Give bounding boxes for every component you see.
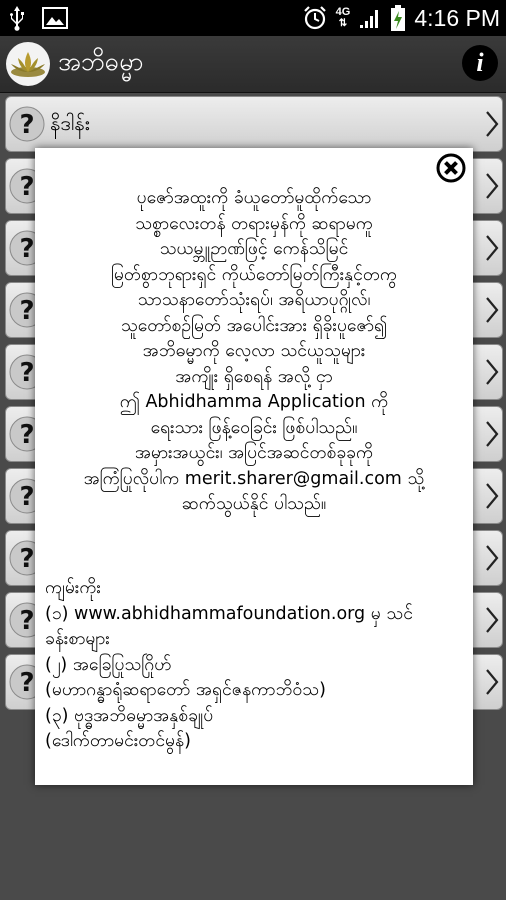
reference-line: (ဒေါက်တာမင်းတင်မွန်) (45, 731, 191, 751)
dialog-line: သစ္စာလေးတန် တရားမှန်ကို ဆရာမကူ (135, 213, 373, 234)
svg-text:?: ? (19, 544, 35, 574)
dialog-line: အကျိုး ရှိစေရန် အလို့ ငှာ (175, 366, 333, 387)
svg-text:?: ? (19, 482, 35, 512)
dialog-line: သယမ္ဘူဉာဏ်ဖြင့် ကေန်သိမြင် (159, 239, 349, 259)
about-dialog (35, 148, 473, 785)
svg-text:?: ? (19, 172, 35, 202)
references-heading: ကျမ်းကိုး (45, 578, 101, 598)
svg-text:?: ? (19, 358, 35, 388)
reference-line: (မဟာဂန္ဓာရုံဆရာတော် အရှင်ဇနကာဘိဝံသ) (45, 680, 326, 700)
app-title: အဘိဓမ္မာ (58, 47, 144, 76)
dialog-line: ဆက်သွယ်နိုင် ပါသည်။ (181, 494, 327, 514)
list-item-label: နိဒါန်း (50, 111, 90, 135)
svg-text:?: ? (19, 668, 35, 698)
dialog-line: ဤ Abhidhamma Application ကို (119, 392, 389, 412)
network-type-indicator: 4G ⇅ (335, 6, 351, 29)
clock: 4:16 PM (414, 4, 500, 31)
svg-text:?: ? (19, 420, 35, 450)
dialog-line: အမှားအယွင်း၊ အပြင်အဆင်တစ်ခုခုကို (134, 443, 374, 463)
reference-line: (၃) ဗုဒ္ဓအဘိဓမ္မာအနှစ်ချုပ် (45, 705, 214, 726)
svg-text:?: ? (19, 234, 35, 264)
references-list (45, 576, 463, 755)
dialog-line: ပုဇော်အထူးကို ခံယူတော်မူထိုက်သော (136, 188, 372, 208)
svg-text:?: ? (19, 110, 35, 140)
dialog-line: အကြံပြုလိုပါက merit.sharer@gmail.com သို့ (83, 468, 425, 489)
dialog-line: သာသနာတော်သုံးရပ်၊ အရိယာပုဂ္ဂိုလ်၊ (137, 290, 371, 310)
dialog-line: သူတော်စဉ်မြတ် အပေါင်းအား ရှိခိုးပူဇော်၍ (120, 315, 388, 336)
dialog-line: မြတ်စွာဘုရားရှင် ကိုယ်တော်မြတ်ကြီးနှင့်တကွ (110, 264, 398, 285)
info-button[interactable]: i (462, 45, 498, 81)
dialog-line: ရေးသား ဖြန့်ဝေခြင်း ဖြစ်ပါသည်။ (150, 417, 358, 438)
reference-line: (၁) www.abhidhammafoundation.org မှ သင် (45, 603, 413, 624)
dialog-message (45, 186, 463, 518)
close-icon[interactable] (435, 152, 467, 184)
reference-line: (၂) အခြေပြုသဂြိုဟ် (45, 654, 172, 675)
svg-text:?: ? (19, 606, 35, 636)
svg-text:?: ? (19, 296, 35, 326)
dialog-line: အဘိဓမ္မာကို လေ့လာ သင်ယူသူများ (142, 341, 366, 361)
reference-line: ခန်းစာများ (45, 629, 110, 649)
